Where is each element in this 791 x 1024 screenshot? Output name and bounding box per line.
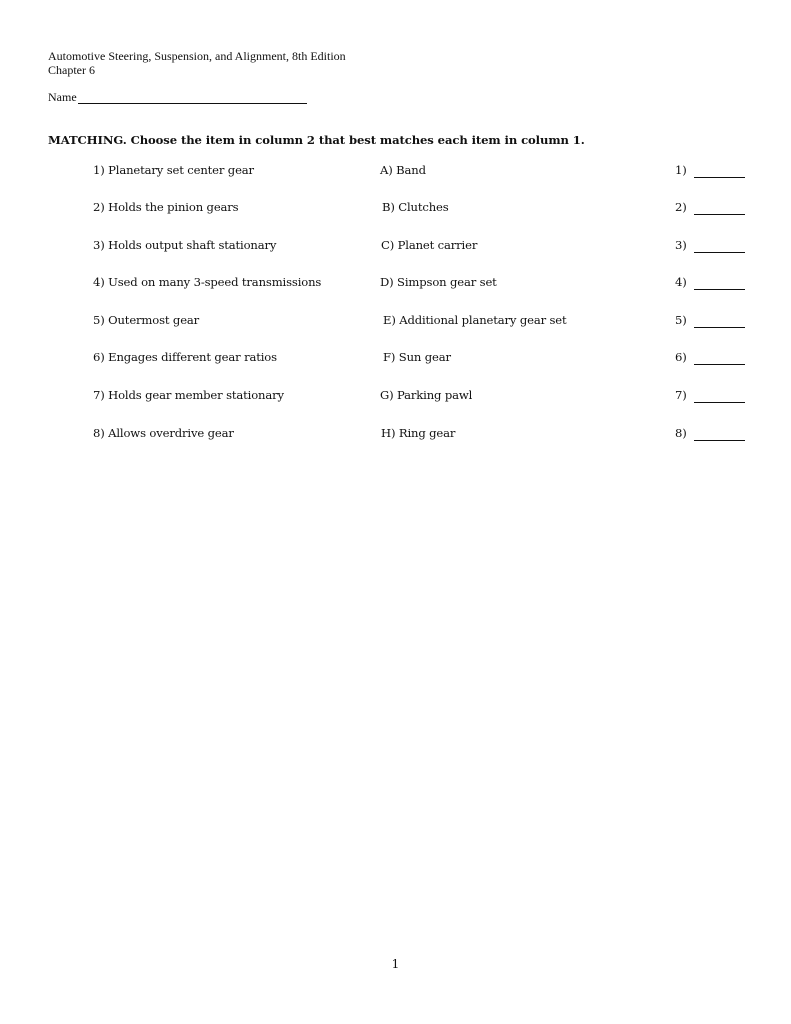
column1-item: 6) Engages different gear ratios [93, 350, 277, 364]
answer-label: 4) [675, 275, 687, 289]
column2-item: E) Additional planetary gear set [383, 313, 567, 327]
matching-instructions: MATCHING. Choose the item in column 2 that best matches each item in column 1. [48, 133, 585, 147]
answer-blank[interactable] [694, 252, 745, 253]
answer-blank[interactable] [694, 440, 745, 441]
column1-item: 5) Outermost gear [93, 313, 200, 327]
answer-label: 6) [675, 350, 687, 364]
name-field [48, 90, 307, 104]
answer-label: 3) [675, 238, 687, 252]
column2-item: H) Ring gear [381, 426, 456, 440]
column1-item: 3) Holds output shaft stationary [93, 238, 277, 252]
page-number: 1 [391, 957, 400, 971]
name-blank-line[interactable] [78, 91, 307, 104]
answer-blank[interactable] [694, 327, 745, 328]
column1-item: 8) Allows overdrive gear [93, 426, 234, 440]
column2-item: A) Band [380, 163, 426, 177]
answer-blank[interactable] [694, 214, 745, 215]
matching-row [0, 313, 791, 331]
answer-label: 1) [675, 163, 687, 177]
column1-item: 4) Used on many 3-speed transmissions [93, 275, 322, 289]
column2-item: G) Parking pawl [380, 388, 473, 402]
answer-blank[interactable] [694, 177, 745, 178]
column2-item: D) Simpson gear set [380, 275, 497, 289]
answer-blank[interactable] [694, 289, 745, 290]
column1-item: 7) Holds gear member stationary [93, 388, 284, 402]
answer-label: 2) [675, 200, 687, 214]
matching-row [0, 388, 791, 406]
column2-item: C) Planet carrier [381, 238, 478, 252]
matching-row [0, 163, 791, 181]
matching-row [0, 426, 791, 444]
answer-blank[interactable] [694, 364, 745, 365]
column2-item: F) Sun gear [383, 350, 451, 364]
matching-row [0, 238, 791, 256]
answer-label: 7) [675, 388, 687, 402]
matching-row [0, 350, 791, 368]
matching-row [0, 200, 791, 218]
column2-item: B) Clutches [382, 200, 449, 214]
answer-label: 8) [675, 426, 687, 440]
answer-label: 5) [675, 313, 687, 327]
column1-item: 2) Holds the pinion gears [93, 200, 239, 214]
column1-item: 1) Planetary set center gear [93, 163, 254, 177]
answer-blank[interactable] [694, 402, 745, 403]
course-title: Automotive Steering, Suspension, and Alignment, 8th Edition [48, 49, 346, 63]
chapter-label: Chapter 6 [48, 63, 95, 77]
matching-row [0, 275, 791, 293]
name-label: Name [48, 90, 77, 104]
